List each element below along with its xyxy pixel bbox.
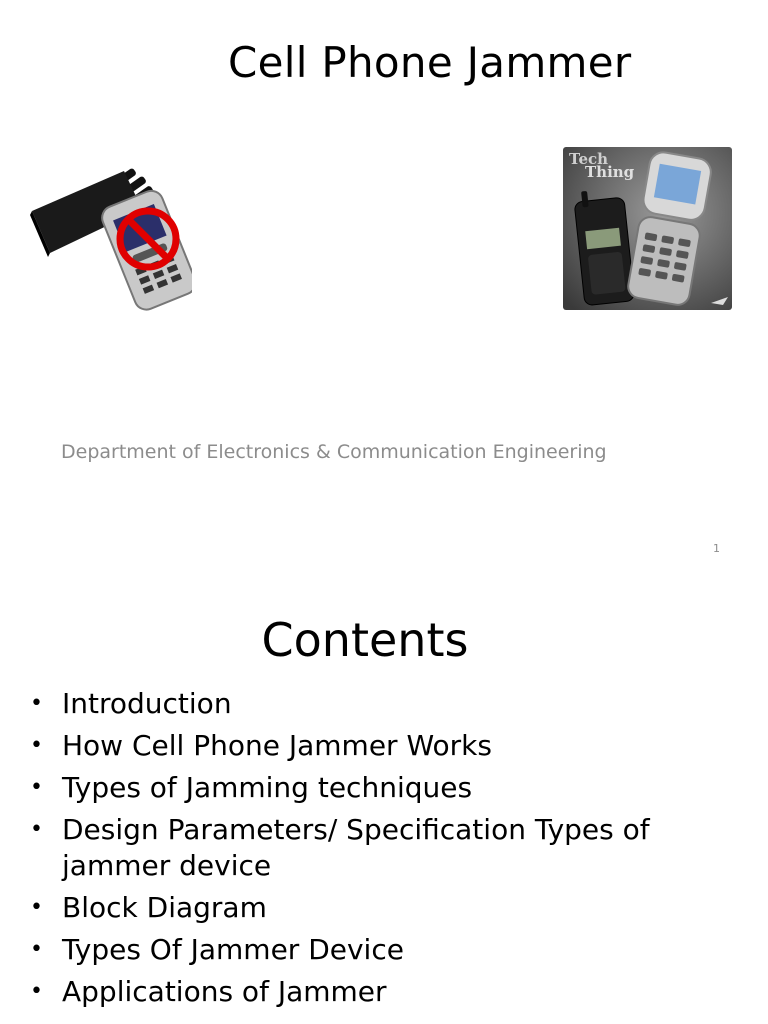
thing-text: Thing	[585, 163, 635, 181]
slide-number: 1	[713, 542, 720, 555]
list-item-text: Types of Jamming techniques	[62, 771, 473, 804]
list-item	[30, 686, 730, 722]
list-item	[30, 890, 730, 926]
bullet-icon: •	[30, 817, 43, 842]
list-item	[30, 932, 730, 968]
list-item-text: Introduction	[62, 687, 232, 720]
contents-title: Contents	[261, 613, 469, 667]
contents-list	[30, 686, 730, 1016]
list-item	[30, 974, 730, 1010]
bullet-icon: •	[30, 691, 43, 716]
list-item-text: How Cell Phone Jammer Works	[62, 729, 492, 762]
tech-text: Tech	[569, 150, 609, 168]
list-item	[30, 728, 730, 764]
bullet-icon: •	[30, 937, 43, 962]
bullet-icon: •	[30, 733, 43, 758]
list-item	[30, 770, 730, 806]
list-item	[30, 812, 730, 884]
department-subtitle: Department of Electronics & Communication Engineering	[61, 441, 607, 463]
list-item-text: Applications of Jammer	[62, 975, 387, 1008]
bullet-icon: •	[30, 775, 43, 800]
list-item-text: Block Diagram	[62, 891, 267, 924]
list-item-text: Design Parameters/ Specification Types of jammer device	[62, 813, 650, 882]
tech-thing-phones-image	[563, 147, 732, 310]
jammer-phone-image	[24, 143, 192, 311]
bullet-icon: •	[30, 979, 43, 1004]
slide-title: Cell Phone Jammer	[228, 38, 632, 87]
bullet-icon: •	[30, 895, 43, 920]
list-item-text: Types Of Jammer Device	[62, 933, 404, 966]
contents-slide	[0, 576, 768, 1024]
